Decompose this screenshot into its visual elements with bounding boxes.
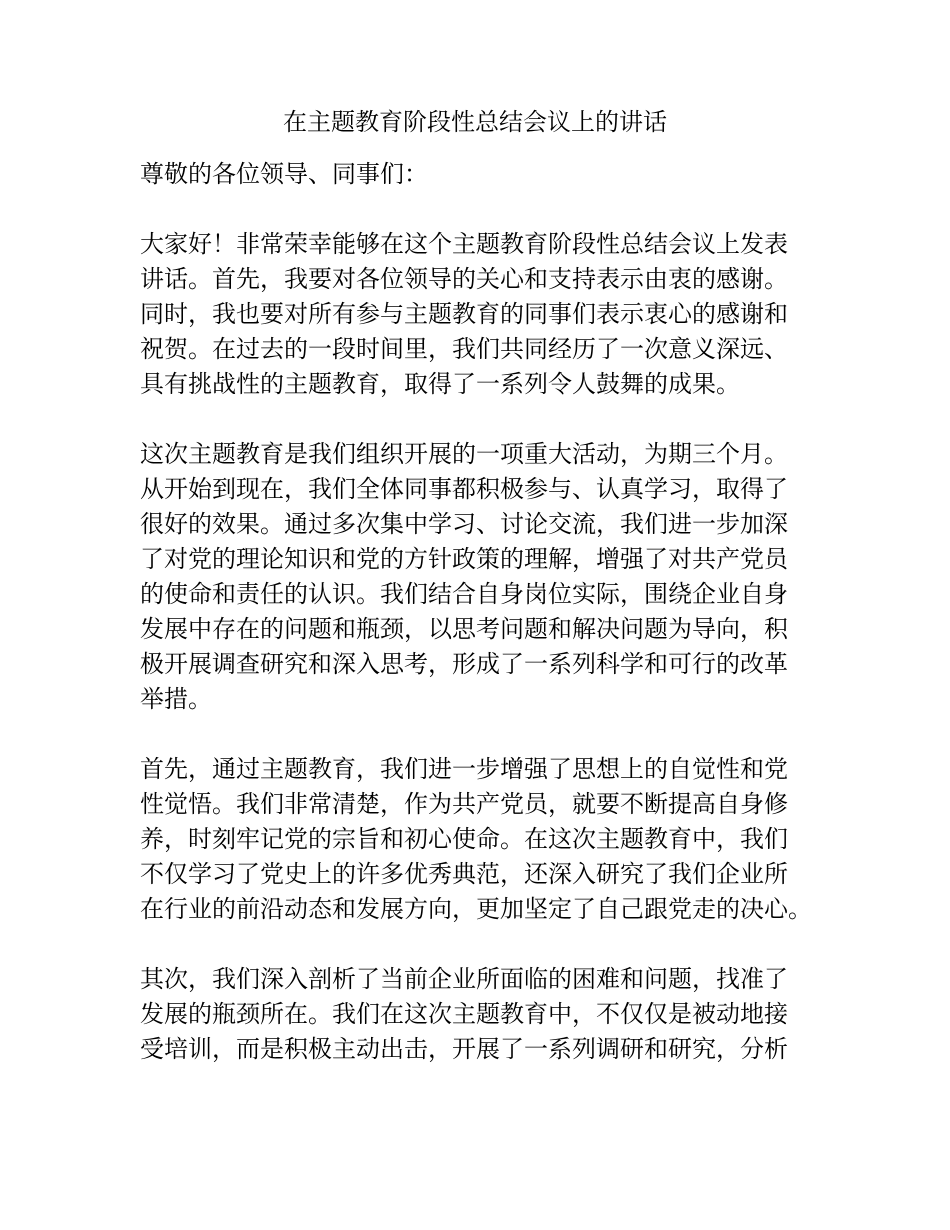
text-line: 发展的瓶颈所在。我们在这次主题教育中，不仅仅是被动地接 bbox=[140, 1000, 788, 1028]
salutation: 尊敬的各位领导、同事们： bbox=[140, 160, 428, 188]
text-line: 很好的效果。通过多次集中学习、讨论交流，我们进一步加深 bbox=[140, 510, 788, 538]
paragraph-spacer bbox=[140, 927, 830, 962]
paragraph-spacer bbox=[140, 717, 830, 752]
text-line: 大家好！非常荣幸能够在这个主题教育阶段性总结会议上发表 bbox=[140, 230, 788, 258]
text-line: 具有挑战性的主题教育，取得了一系列令人鼓舞的成果。 bbox=[140, 370, 740, 398]
text-line: 的使命和责任的认识。我们结合自身岗位实际，围绕企业自身 bbox=[140, 580, 788, 608]
document-body bbox=[140, 157, 830, 1067]
text-line: 极开展调查研究和深入思考，形成了一系列科学和可行的改革 bbox=[140, 650, 788, 678]
text-line: 这次主题教育是我们组织开展的一项重大活动，为期三个月。 bbox=[140, 440, 788, 468]
text-line: 从开始到现在，我们全体同事都积极参与、认真学习，取得了 bbox=[140, 475, 788, 503]
text-line: 养，时刻牢记党的宗旨和初心使命。在这次主题教育中，我们 bbox=[140, 825, 788, 853]
paragraph-spacer bbox=[140, 192, 830, 227]
text-line: 其次，我们深入剖析了当前企业所面临的困难和问题，找准了 bbox=[140, 965, 788, 993]
text-line: 讲话。首先，我要对各位领导的关心和支持表示由衷的感谢。 bbox=[140, 265, 788, 293]
text-line: 了对党的理论知识和党的方针政策的理解，增强了对共产党员 bbox=[140, 545, 788, 573]
paragraph-4 bbox=[140, 962, 830, 1067]
text-line: 发展中存在的问题和瓶颈，以思考问题和解决问题为导向，积 bbox=[140, 615, 788, 643]
document-title: 在主题教育阶段性总结会议上的讲话 bbox=[283, 108, 667, 136]
text-line: 不仅学习了党史上的许多优秀典范，还深入研究了我们企业所 bbox=[140, 860, 788, 888]
paragraph-1 bbox=[140, 227, 830, 402]
paragraph-2 bbox=[140, 437, 830, 717]
text-line: 在行业的前沿动态和发展方向，更加坚定了自己跟党走的决心。 bbox=[140, 895, 812, 923]
text-line: 首先，通过主题教育，我们进一步增强了思想上的自觉性和党 bbox=[140, 755, 788, 783]
text-line: 祝贺。在过去的一段时间里，我们共同经历了一次意义深远、 bbox=[140, 335, 788, 363]
text-line: 同时，我也要对所有参与主题教育的同事们表示衷心的感谢和 bbox=[140, 300, 788, 328]
text-line: 举措。 bbox=[140, 685, 212, 713]
paragraph-3 bbox=[140, 752, 830, 927]
text-line: 性觉悟。我们非常清楚，作为共产党员，就要不断提高自身修 bbox=[140, 790, 788, 818]
paragraph-spacer bbox=[140, 402, 830, 437]
text-line: 受培训，而是积极主动出击，开展了一系列调研和研究，分析 bbox=[140, 1035, 788, 1063]
